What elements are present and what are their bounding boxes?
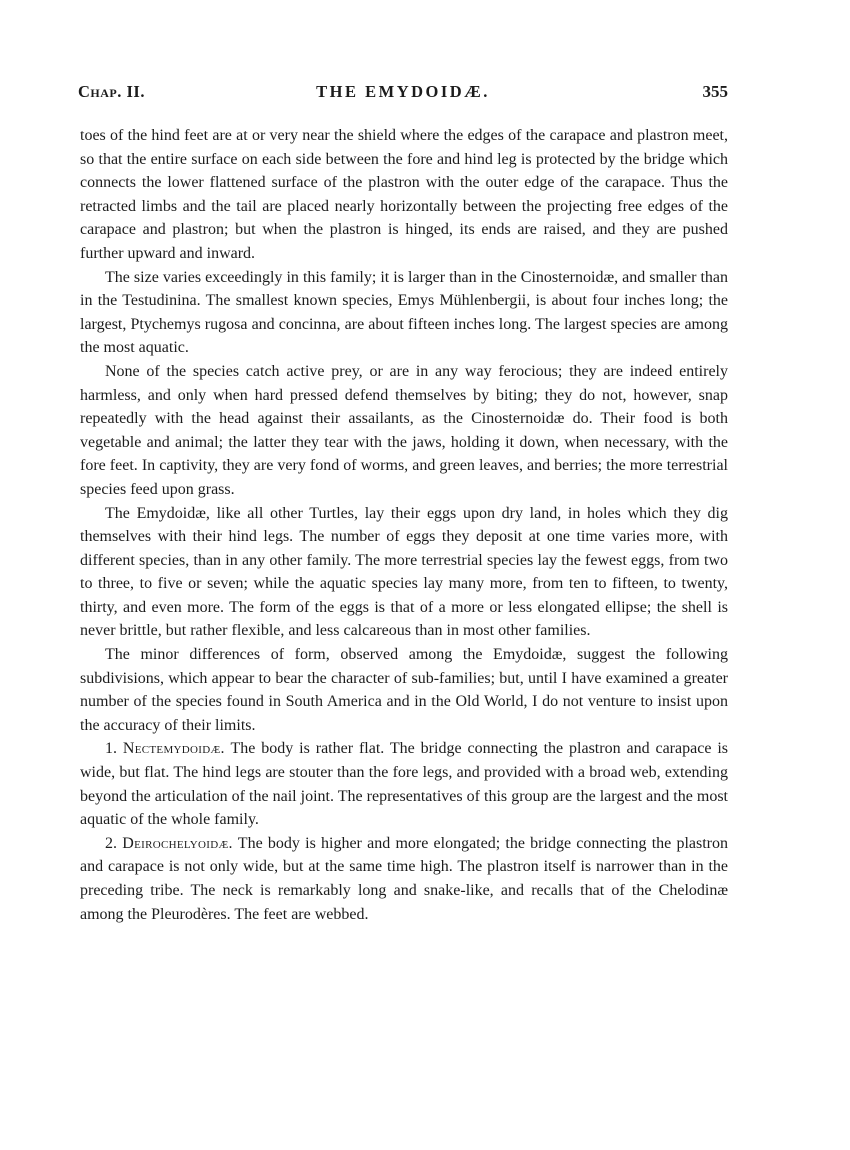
subfamily-entry-2 [80,832,728,926]
entry-number: 1. [105,740,117,758]
chapter-label: Chap. II. [78,82,145,101]
paragraph-4: The Emydoidæ, like all other Turtles, lay their eggs upon dry land, in holes which they dig themselves with their hind legs. The number of eggs they deposit at one time varies more, with different species, than in any other family. The more terrestrial species lay the fewest eggs, from two to three, to five or seven; while the aquatic species lay many more, from ten to fifteen, to twenty, thirty, and even more. The form of the eggs is that of a more or less elongated ellipse; the shell is never brittle, but rather flexible, and less calcareous than in most other families. [80,504,728,640]
subfamily-description: The body is higher and more elongated; the bridge connecting the plastron and carapace is not only wide, but at the same time high. The plastron itself is narrower than in the preceding tribe. The neck is remarkably long and snake-like, and recalls that of the Chelodinæ among the Pleurodères. The feet are webbed. [80,834,729,923]
entry-number: 2. [105,834,117,852]
paragraph-3: None of the species catch active prey, or are in any way ferocious; they are indeed entirely harmless, and only when hard pressed defend themselves by biting; they do not, however, snap repeatedly with the head against their assailants, as the Cinosternoidæ do. Their food is both vegetable and animal; the latter they tear with the jaws, holding it down, when necessary, with the fore feet. In captivity, they are very fond of worms, and green leaves, and berries; the more terrestrial species feed upon grass. [80,362,728,498]
running-head [78,82,728,106]
section-title: THE EMYDOIDÆ. [316,82,490,101]
page-body [80,124,728,926]
paragraph-1: toes of the hind feet are at or very near the shield where the edges of the carapace and plastron meet, so that the entire surface on each side between the fore and hind leg is protected by the bridge which connects the lower flattened surface of the plastron with the outer edge of the carapace. Thus the retracted limbs and the tail are placed nearly horizontally between the projecting free edges of the carapace and plastron; but when the plastron is hinged, its ends are raised, and they are pushed further upward and inward. [80,127,728,262]
subfamily-description: The body is rather flat. The bridge connecting the plastron and carapace is wide, but flat. The hind legs are stouter than the fore legs, and provided with a broad web, extending beyond the articulation of the nail joint. The representatives of this group are the largest and the most aquatic of the whole family. [80,740,728,829]
page-number: 355 [702,82,728,101]
paragraph-5: The minor differences of form, observed among the Emydoidæ, suggest the following subdivisions, which appear to bear the character of sub-families; but, until I have examined a greater number of the species found in South America and in the Old World, I do not venture to insist upon the accuracy of their limits. [80,646,728,734]
paragraph-2: The size varies exceedingly in this family; it is larger than in the Cinosternoidæ, and smaller than in the Testudinina. The smallest known species, Emys Mühlenbergii, is about four inches long; the largest, Ptychemys rugosa and concinna, are about fifteen inches long. The largest species are among the most aquatic. [80,268,728,357]
subfamily-entry-1 [80,737,728,831]
subfamily-heading: Deirochelyoidæ. [122,834,233,852]
subfamily-heading: Nectemydoidæ. [122,740,225,758]
